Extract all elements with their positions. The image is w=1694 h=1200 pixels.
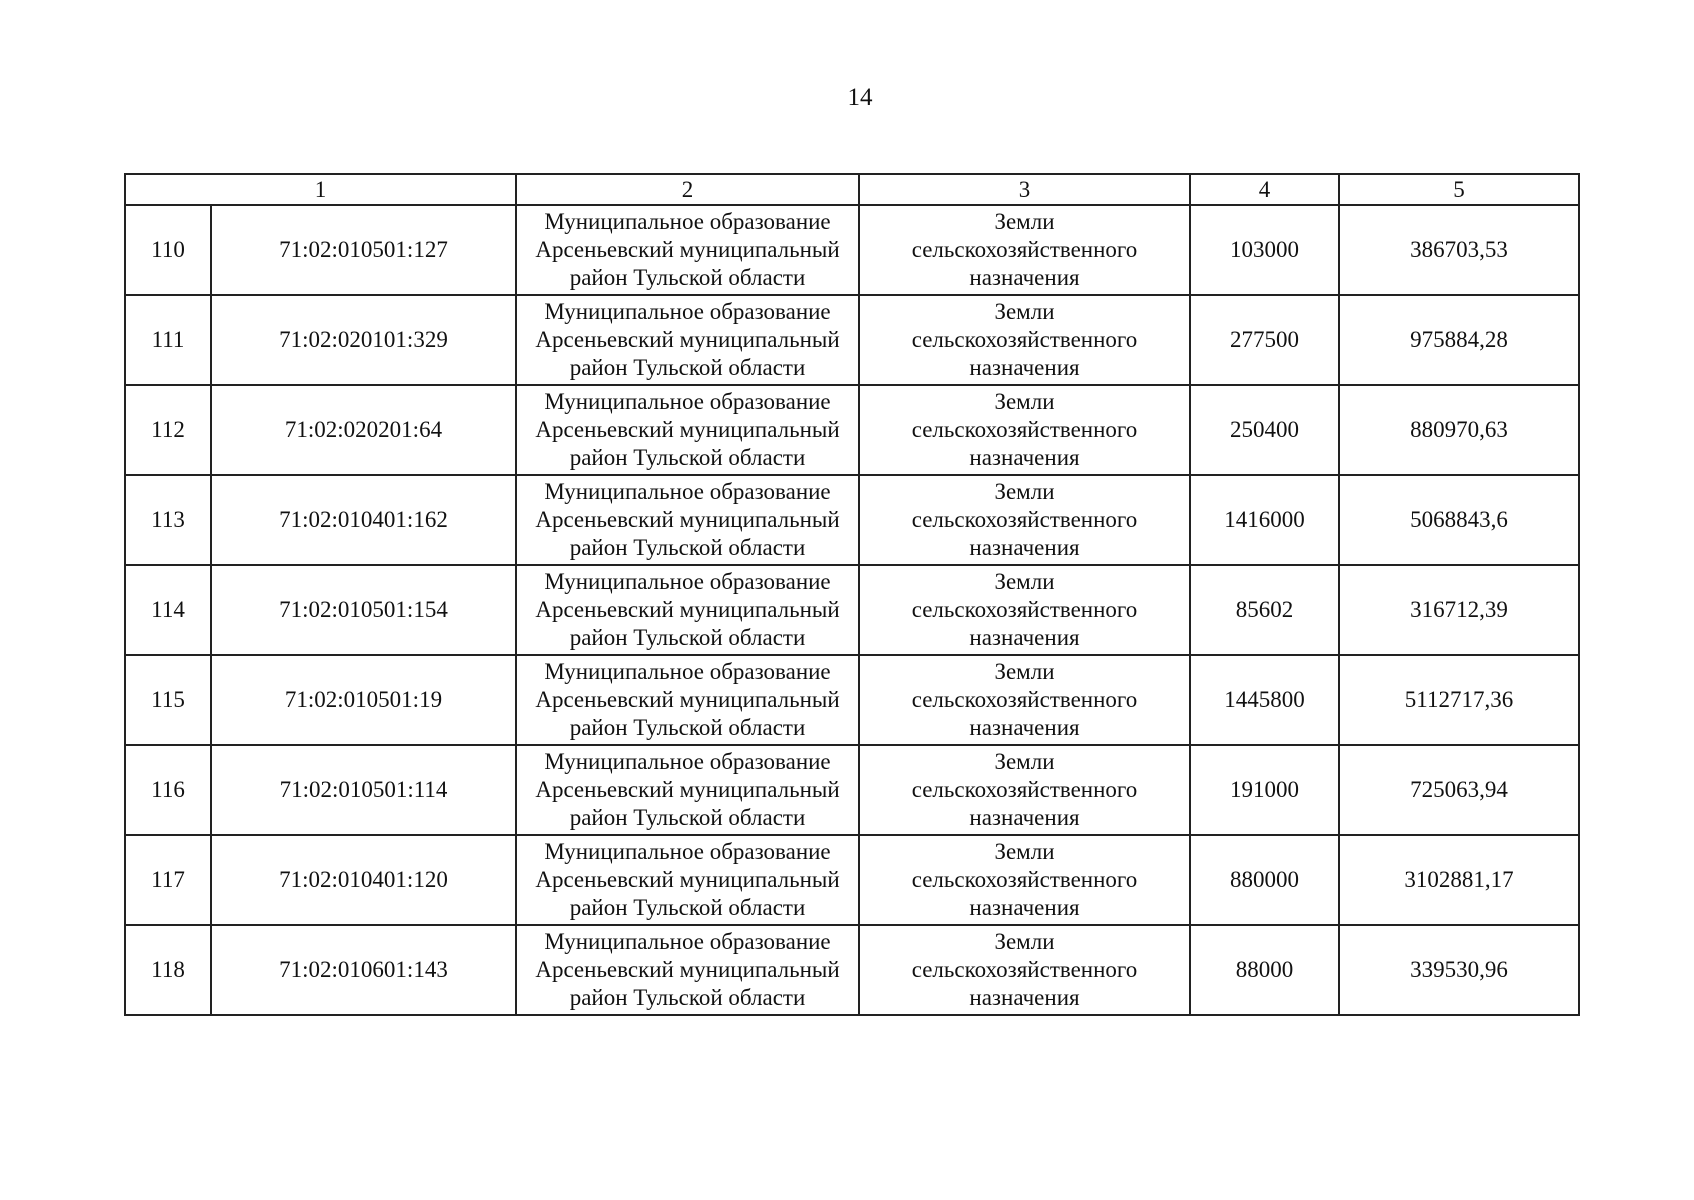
table-row (125, 565, 1579, 655)
row-number-cell: 115 (125, 655, 211, 745)
area-cell: 103000 (1190, 205, 1339, 295)
land-category-cell: Земли сельскохозяйственного назначения (859, 835, 1190, 925)
cadastral-number-cell: 71:02:010501:127 (211, 205, 516, 295)
table-row (125, 295, 1579, 385)
cadastral-number-cell: 71:02:010501:154 (211, 565, 516, 655)
row-number-cell: 113 (125, 475, 211, 565)
area-cell: 191000 (1190, 745, 1339, 835)
land-category-cell: Земли сельскохозяйственного назначения (859, 295, 1190, 385)
column-header-4: 4 (1190, 174, 1339, 205)
area-cell: 1416000 (1190, 475, 1339, 565)
cadastral-value-cell: 386703,53 (1339, 205, 1579, 295)
cadastral-value-cell: 5112717,36 (1339, 655, 1579, 745)
owner-cell: Муниципальное образование Арсеньевский муниципальный район Тульской области (516, 835, 859, 925)
land-category-cell: Земли сельскохозяйственного назначения (859, 205, 1190, 295)
column-header-1: 1 (125, 174, 516, 205)
cadastral-number-cell: 71:02:020101:329 (211, 295, 516, 385)
owner-cell: Муниципальное образование Арсеньевский муниципальный район Тульской области (516, 295, 859, 385)
row-number-cell: 114 (125, 565, 211, 655)
cadastral-value-cell: 3102881,17 (1339, 835, 1579, 925)
land-category-cell: Земли сельскохозяйственного назначения (859, 385, 1190, 475)
table-row (125, 925, 1579, 1015)
cadastral-value-cell: 725063,94 (1339, 745, 1579, 835)
owner-cell: Муниципальное образование Арсеньевский муниципальный район Тульской области (516, 475, 859, 565)
column-header-2: 2 (516, 174, 859, 205)
table-row (125, 205, 1579, 295)
cadastral-value-cell: 5068843,6 (1339, 475, 1579, 565)
owner-cell: Муниципальное образование Арсеньевский муниципальный район Тульской области (516, 925, 859, 1015)
land-category-cell: Земли сельскохозяйственного назначения (859, 565, 1190, 655)
row-number-cell: 118 (125, 925, 211, 1015)
owner-cell: Муниципальное образование Арсеньевский муниципальный район Тульской области (516, 655, 859, 745)
table-row (125, 655, 1579, 745)
table-row (125, 385, 1579, 475)
area-cell: 250400 (1190, 385, 1339, 475)
row-number-cell: 110 (125, 205, 211, 295)
row-number-cell: 111 (125, 295, 211, 385)
owner-cell: Муниципальное образование Арсеньевский муниципальный район Тульской области (516, 205, 859, 295)
page-number: 14 (847, 84, 873, 111)
land-category-cell: Земли сельскохозяйственного назначения (859, 925, 1190, 1015)
table-row (125, 835, 1579, 925)
land-category-cell: Земли сельскохозяйственного назначения (859, 745, 1190, 835)
table-row (125, 745, 1579, 835)
cadastral-number-cell: 71:02:010401:120 (211, 835, 516, 925)
area-cell: 1445800 (1190, 655, 1339, 745)
land-category-cell: Земли сельскохозяйственного назначения (859, 655, 1190, 745)
area-cell: 880000 (1190, 835, 1339, 925)
owner-cell: Муниципальное образование Арсеньевский муниципальный район Тульской области (516, 745, 859, 835)
row-number-cell: 116 (125, 745, 211, 835)
area-cell: 88000 (1190, 925, 1339, 1015)
cadastral-value-cell: 975884,28 (1339, 295, 1579, 385)
area-cell: 85602 (1190, 565, 1339, 655)
row-number-cell: 112 (125, 385, 211, 475)
row-number-cell: 117 (125, 835, 211, 925)
land-registry-table (124, 173, 1580, 1016)
cadastral-value-cell: 339530,96 (1339, 925, 1579, 1015)
cadastral-value-cell: 880970,63 (1339, 385, 1579, 475)
table-body (125, 174, 1579, 1015)
owner-cell: Муниципальное образование Арсеньевский муниципальный район Тульской области (516, 385, 859, 475)
cadastral-number-cell: 71:02:010501:114 (211, 745, 516, 835)
cadastral-number-cell: 71:02:020201:64 (211, 385, 516, 475)
column-header-5: 5 (1339, 174, 1579, 205)
owner-cell: Муниципальное образование Арсеньевский муниципальный район Тульской области (516, 565, 859, 655)
land-category-cell: Земли сельскохозяйственного назначения (859, 475, 1190, 565)
cadastral-number-cell: 71:02:010501:19 (211, 655, 516, 745)
column-header-3: 3 (859, 174, 1190, 205)
cadastral-number-cell: 71:02:010601:143 (211, 925, 516, 1015)
cadastral-number-cell: 71:02:010401:162 (211, 475, 516, 565)
cadastral-value-cell: 316712,39 (1339, 565, 1579, 655)
table-row (125, 475, 1579, 565)
column-header-row (125, 174, 1579, 205)
area-cell: 277500 (1190, 295, 1339, 385)
